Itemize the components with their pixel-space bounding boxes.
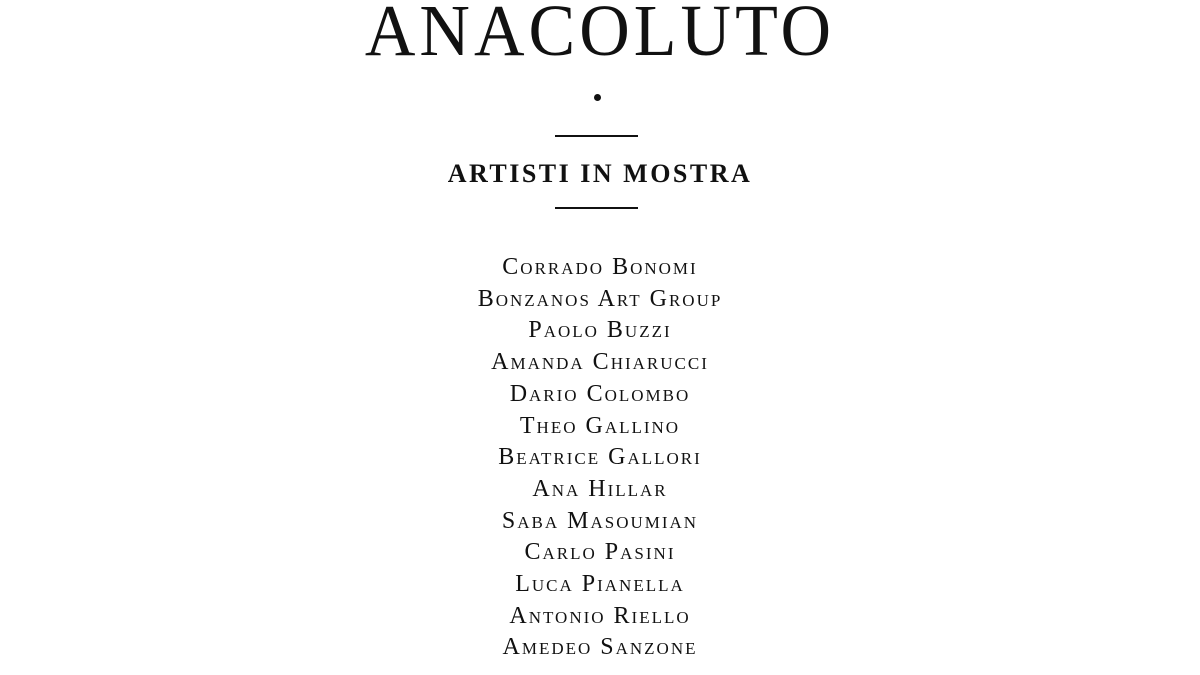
artist-name: Dario Colombo [509,380,691,407]
artist-name: Luca Pianella [515,571,685,598]
artist-name: Bonzanos Art Group [477,285,723,312]
artist-name: Beatrice Gallori [498,444,702,471]
artist-name: Theo Gallino [519,412,681,439]
section-heading: ARTISTI IN MOSTRA [447,159,753,188]
artist-name: Paolo Buzzi [528,317,672,344]
artist-name: Saba Masoumian [501,507,699,534]
artist-name: Amanda Chiarucci [491,349,709,376]
divider-top [555,135,638,137]
artist-name: Amedeo Sanzone [502,634,698,661]
divider-bottom [555,207,638,209]
artist-list [0,252,1200,664]
artist-name: Ana Hillar [532,475,668,502]
artist-name: Antonio Riello [509,602,691,629]
page-title: ANACOLUTO [364,0,836,72]
artist-name: Corrado Bonomi [502,254,698,280]
artist-name: Carlo Pasini [524,539,676,566]
bullet-dot [594,94,601,101]
